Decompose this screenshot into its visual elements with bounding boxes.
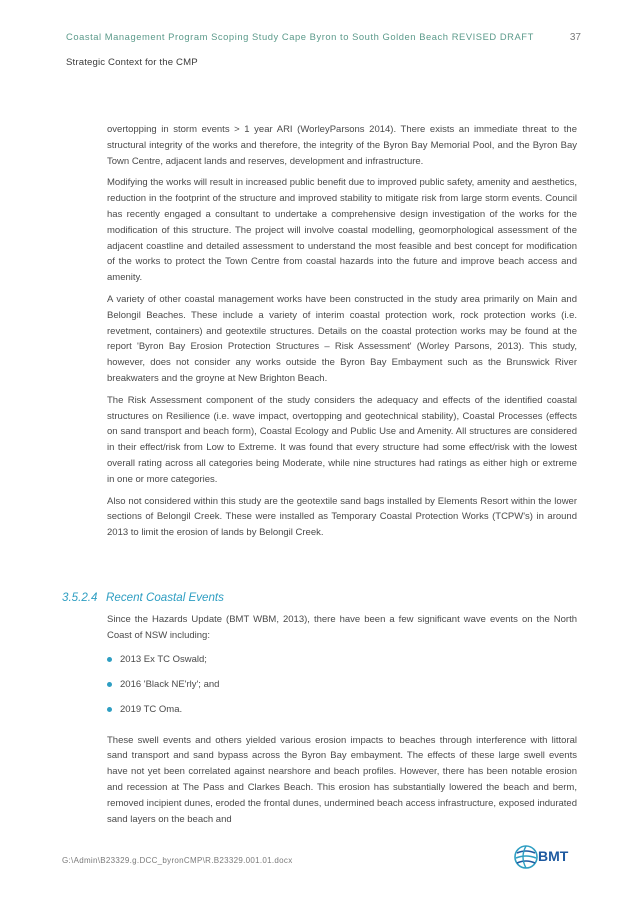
- bullet-list: [107, 652, 577, 727]
- paragraph: A variety of other coastal management works have been constructed in the study area primarily on Main and Belongil Beaches. These include a variety of interim coastal protection work, rock protection works (i.e. revetment, containers) and geotextile structures. Details on the coastal protection works may be found at the report 'Byron Bay Erosion Protection Structures – Risk Assessment' (Worley Parsons, 2013). This study, however, does not consider any works outside the Byron Bay Embayment such as the Brunswick River breakwaters and the groyne at New Brighton Beach.: [107, 293, 577, 384]
- file-path: G:\Admin\B23329.g.DCC_byronCMP\R.B23329.001.01.docx: [62, 856, 293, 865]
- body-text: [107, 122, 577, 541]
- bullet-item: [107, 652, 577, 677]
- bullet-icon: [107, 682, 112, 687]
- bullet-item: [107, 702, 577, 727]
- section-title: Recent Coastal Events: [106, 591, 224, 604]
- bmt-globe-icon: [514, 843, 540, 871]
- bullet-text: 2019 TC Oma.: [120, 703, 183, 715]
- bullet-icon: [107, 657, 112, 662]
- bullet-text: 2016 'Black NE'rly'; and: [120, 678, 220, 690]
- paragraph: Modifying the works will result in increased public benefit due to improved public safety, amenity and aesthetics, reduction in the footprint of the structure and improved stability to mitigate risk from large storm events. Council has recently engaged a consultant to undertake a comprehensive design investigation of the works for the modification of this structure. The project will involve coastal modelling, geomorphological assessment of the adjacent coastline and detailed assessment to understand the most feasible and best concept for modification of the works to protect the Town Centre from coastal hazards into the future and improve beach access and amenity.: [107, 177, 577, 284]
- document-title: Coastal Management Program Scoping Study Cape Byron to South Golden Beach REVISED DRAFT: [66, 31, 534, 42]
- section-closing: These swell events and others yielded various erosion impacts to beaches through interference with littoral sand transport and sand bypass across the Byron Bay embayment. The effects of these large swell events have not yet been correlated against nearshore and beach profiles. However, there has been notable erosion and recession at The Pass and Clarkes Beach. This erosion has substantially lowered the beach and berm, removed incipient dunes, eroded the frontal dunes, undermined beach access infrastructure, exposed indurated sand layers on the beach and: [107, 734, 577, 825]
- paragraph: overtopping in storm events > 1 year ARI (WorleyParsons 2014). There exists an immediate threat to the structural integrity of the works and therefore, the integrity of the Byron Bay Memorial Pool, and the Byron Bay Town Centre, adjacent lands and reserves, development and infrastructure.: [107, 124, 577, 167]
- page-number: 37: [569, 32, 581, 43]
- section-heading: [62, 591, 224, 604]
- section-body: [107, 612, 577, 827]
- section-intro: Since the Hazards Update (BMT WBM, 2013), there have been a few significant wave events on the North Coast of NSW including:: [107, 614, 577, 641]
- paragraph: The Risk Assessment component of the study considers the adequacy and effects of the identified coastal structures on Resilience (i.e. wave impact, overtopping and geotechnical stability), Coastal Processes (effects on sand transport and beach form), Coastal Ecology and Public Use and Amenity. All structures are considered in their effect/risk from Low to Extreme. It was found that every structure had some effect/risk with the lowest overall rating across all categories being Moderate, while nine structures had ratings as either high or extreme in one or more categories.: [107, 394, 577, 485]
- section-number: 3.5.2.4: [62, 591, 98, 604]
- bmt-logo: [514, 843, 578, 871]
- logo-text: BMT: [538, 848, 569, 864]
- paragraph: Also not considered within this study are the geotextile sand bags installed by Elements Resort within the lower sections of Belongil Creek. These were installed as Temporary Coastal Protection Works (TCPW's) in around 2013 to limit the erosion of lands by Belongil Creek.: [107, 495, 577, 539]
- bullet-item: [107, 677, 577, 702]
- bullet-icon: [107, 707, 112, 712]
- bullet-text: 2013 Ex TC Oswald;: [120, 653, 207, 665]
- chapter-subtitle: Strategic Context for the CMP: [66, 57, 198, 68]
